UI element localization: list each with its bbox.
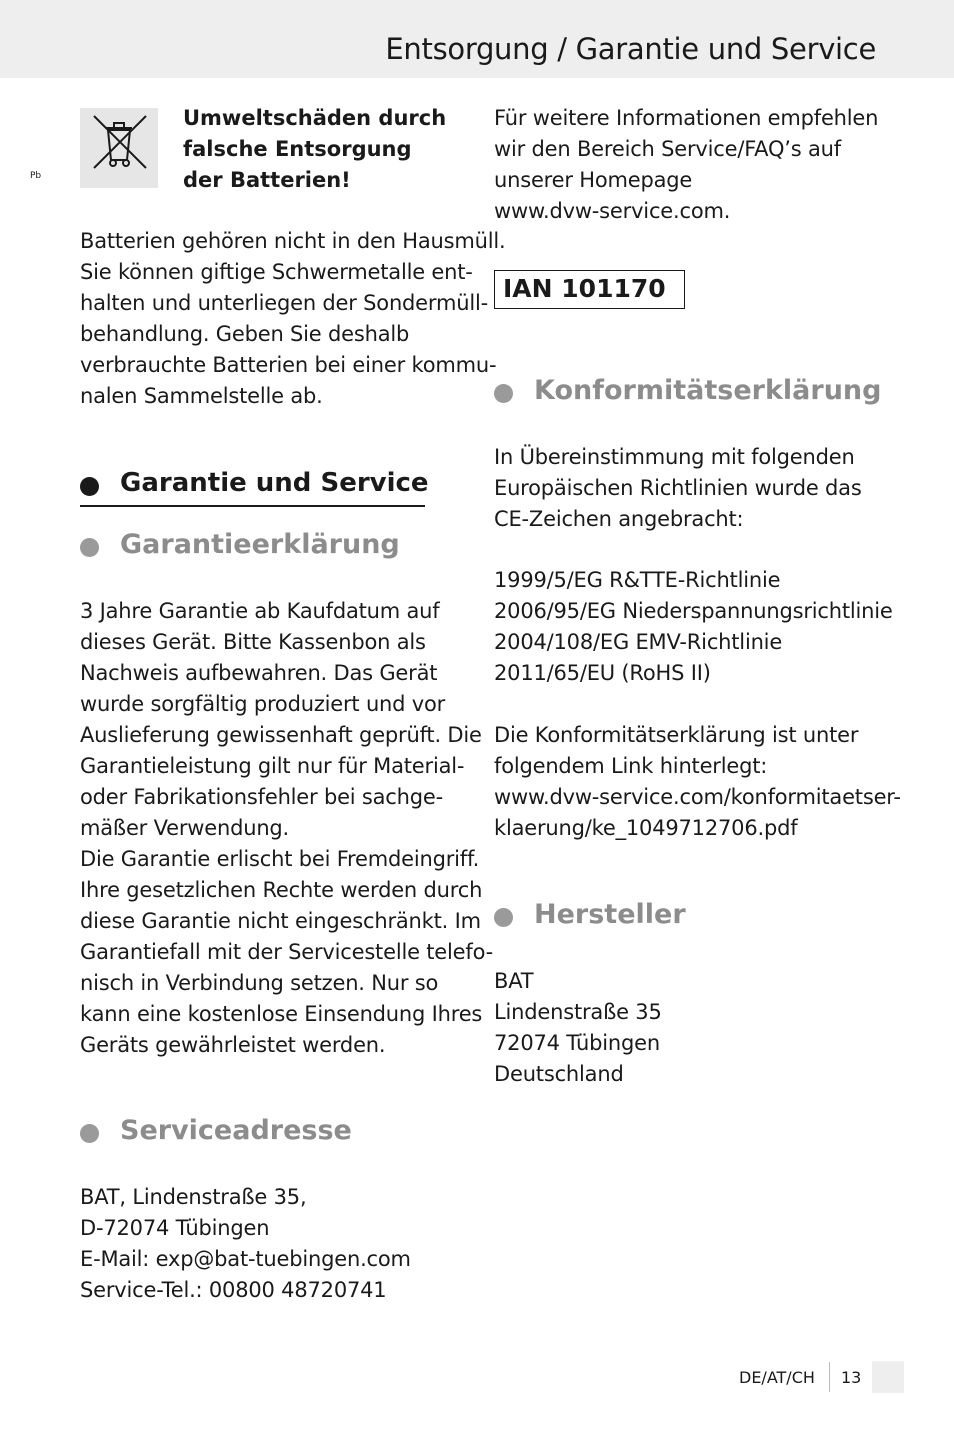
text-line: Deutschland bbox=[494, 1062, 624, 1086]
text-line: Geräts gewährleistet werden. bbox=[80, 1033, 386, 1057]
text-line: behandlung. Geben Sie deshalb bbox=[80, 322, 410, 346]
warning-title-line: der Batterien! bbox=[183, 168, 351, 192]
text-line: wir den Bereich Service/FAQ’s auf bbox=[494, 137, 841, 161]
phone-text: Service-Tel.: 00800 48720741 bbox=[80, 1278, 387, 1302]
crossed-bin-icon bbox=[80, 108, 158, 188]
page-number: 13 bbox=[841, 1368, 862, 1387]
text-line: BAT bbox=[494, 969, 534, 993]
battery-pb-label: Pb bbox=[30, 171, 42, 181]
text-line: 3 Jahre Garantie ab Kaufdatum auf bbox=[80, 599, 440, 623]
text-line: Für weitere Informationen empfehlen bbox=[494, 106, 879, 130]
url-line: klaerung/ke_1049712706.pdf bbox=[494, 816, 798, 840]
text-line: Batterien gehören nicht in den Hausmüll. bbox=[80, 229, 506, 253]
section-heading-warranty-service: Garantie und Service bbox=[120, 468, 429, 498]
footer-tab-marker bbox=[872, 1361, 904, 1393]
url-line: www.dvw-service.com/konformitaetser- bbox=[494, 785, 901, 809]
footer-divider bbox=[829, 1362, 830, 1392]
text-line: dieses Gerät. Bitte Kassenbon als bbox=[80, 630, 426, 654]
text-line: folgendem Link hinterlegt: bbox=[494, 754, 768, 778]
text-line: Garantiefall mit der Servicestelle telefo- bbox=[80, 940, 493, 964]
heading-service-address: Serviceadresse bbox=[120, 1115, 352, 1146]
heading-bullet-icon bbox=[80, 538, 99, 557]
heading-bullet-icon bbox=[80, 477, 99, 496]
battery-warning-title bbox=[183, 103, 446, 196]
conformity-link-text bbox=[494, 720, 901, 844]
directive-line: 1999/5/EG R&TTE-Richtlinie bbox=[494, 568, 781, 592]
more-info-text bbox=[494, 103, 878, 227]
conformity-directives bbox=[494, 565, 893, 689]
page-title: Entsorgung / Garantie und Service bbox=[385, 32, 876, 66]
heading-bullet-icon bbox=[494, 908, 513, 927]
heading-underline bbox=[80, 505, 425, 507]
text-line: 72074 Tübingen bbox=[494, 1031, 660, 1055]
text-line: kann eine kostenlose Einsendung Ihres bbox=[80, 1002, 483, 1026]
heading-bullet-icon bbox=[494, 384, 513, 403]
heading-conformity: Konformitätserklärung bbox=[534, 375, 882, 406]
directive-line: 2006/95/EG Niederspannungsrichtlinie bbox=[494, 599, 893, 623]
text-line: Die Konformitätserklärung ist unter bbox=[494, 723, 859, 747]
text-line: nisch in Verbindung setzen. Nur so bbox=[80, 971, 439, 995]
text-line: BAT, Lindenstraße 35, bbox=[80, 1185, 307, 1209]
text-line: unserer Homepage bbox=[494, 168, 693, 192]
text-line: mäßer Verwendung. bbox=[80, 816, 290, 840]
battery-notice-text bbox=[80, 226, 506, 412]
text-line: Auslieferung gewissenhaft geprüft. Die bbox=[80, 723, 482, 747]
text-line: Europäischen Richtlinien wurde das bbox=[494, 476, 862, 500]
ian-box bbox=[494, 270, 685, 309]
footer-languages: DE/AT/CH bbox=[739, 1368, 815, 1387]
directive-line: 2011/65/EU (RoHS II) bbox=[494, 661, 711, 685]
service-address-text bbox=[80, 1182, 411, 1306]
text-line: wurde sorgfältig produziert und vor bbox=[80, 692, 446, 716]
warranty-text bbox=[80, 596, 493, 1061]
email-text: E-Mail: exp@bat-tuebingen.com bbox=[80, 1247, 411, 1271]
heading-warranty-declaration: Garantieerklärung bbox=[120, 529, 400, 560]
warning-title-line: falsche Entsorgung bbox=[183, 137, 412, 161]
text-line: oder Fabrikationsfehler bei sachge- bbox=[80, 785, 443, 809]
text-line: Garantieleistung gilt nur für Material- bbox=[80, 754, 465, 778]
ian-label: IAN 101170 bbox=[503, 274, 666, 303]
text-line: CE-Zeichen angebracht: bbox=[494, 507, 744, 531]
text-line: Nachweis aufbewahren. Das Gerät bbox=[80, 661, 438, 685]
text-line: Ihre gesetzlichen Rechte werden durch bbox=[80, 878, 483, 902]
text-line: Die Garantie erlischt bei Fremdeingriff. bbox=[80, 847, 480, 871]
heading-manufacturer: Hersteller bbox=[534, 899, 686, 930]
heading-bullet-icon bbox=[80, 1124, 99, 1143]
conformity-intro bbox=[494, 442, 862, 535]
text-line: verbrauchte Batterien bei einer kommu- bbox=[80, 353, 497, 377]
text-line: Sie können giftige Schwermetalle ent- bbox=[80, 260, 473, 284]
warning-title-line: Umweltschäden durch bbox=[183, 106, 447, 130]
text-line: diese Garantie nicht eingeschränkt. Im bbox=[80, 909, 481, 933]
text-line: In Übereinstimmung mit folgenden bbox=[494, 445, 855, 469]
text-line: Lindenstraße 35 bbox=[494, 1000, 662, 1024]
website-text: www.dvw-service.com. bbox=[494, 199, 731, 223]
directive-line: 2004/108/EG EMV-Richtlinie bbox=[494, 630, 783, 654]
text-line: D-72074 Tübingen bbox=[80, 1216, 270, 1240]
text-line: halten und unterliegen der Sondermüll- bbox=[80, 291, 488, 315]
manufacturer-address bbox=[494, 966, 662, 1090]
text-line: nalen Sammelstelle ab. bbox=[80, 384, 323, 408]
